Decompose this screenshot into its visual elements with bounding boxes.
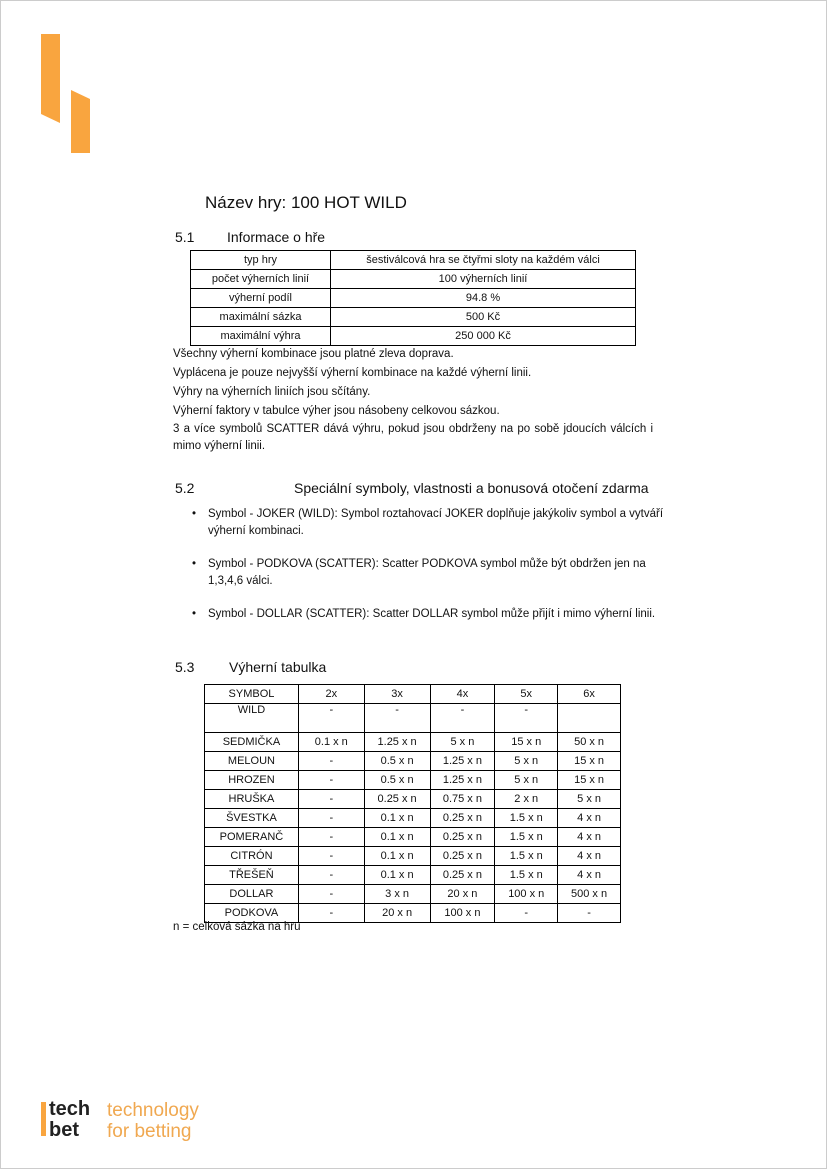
table-cell: - [298,771,364,790]
table-cell: 3 x n [364,885,430,904]
table-cell: 4 x n [558,866,621,885]
table-row [205,866,621,885]
table-cell: - [298,904,364,923]
table-cell: 500 Kč [331,308,636,327]
table-row [205,885,621,904]
table-cell: 0.1 x n [364,866,430,885]
table-cell: 0.25 x n [430,809,495,828]
table-row [191,327,636,346]
table-cell: 1.25 x n [430,771,495,790]
table-cell: 100 x n [495,885,558,904]
table-cell: SYMBOL [205,685,299,704]
brand-logo-mark [0,0,120,170]
table-row [205,828,621,847]
table-cell: 94.8 % [331,289,636,308]
footer-logo [40,1100,240,1144]
table-row [205,733,621,752]
table-cell: 0.5 x n [364,771,430,790]
table-cell: - [364,704,430,733]
table-cell: 5 x n [495,771,558,790]
table-row [191,308,636,327]
table-cell: 20 x n [430,885,495,904]
table-cell: 2 x n [495,790,558,809]
table-cell: 5 x n [430,733,495,752]
table-cell: WILD [205,704,299,733]
table-cell [558,704,621,733]
section-5-2-heading: 5.2 Speciální symboly, vlastnosti a bonusová otočení zdarma [175,480,649,496]
table-cell: 0.75 x n [430,790,495,809]
table-cell: 4 x n [558,809,621,828]
table-cell: 5x [495,685,558,704]
table-cell: 1.5 x n [495,866,558,885]
table-cell: 100 výherních linií [331,270,636,289]
table-cell: - [298,790,364,809]
table-cell: POMERANČ [205,828,299,847]
table-cell: - [558,904,621,923]
table-cell: 0.1 x n [364,847,430,866]
table-cell: 0.1 x n [364,828,430,847]
note-text: 3 a více symbolů SCATTER dává výhru, pokud jsou obdrženy na po sobě jdoucích válcích i mimo výherní linii. [173,423,653,452]
game-notes [173,345,653,455]
game-info-table [190,250,636,346]
table-row [205,790,621,809]
table-cell: - [298,885,364,904]
table-cell: 250 000 Kč [331,327,636,346]
table-row [205,752,621,771]
table-cell: 500 x n [558,885,621,904]
table-cell: - [298,828,364,847]
table-cell: - [298,704,364,733]
table-cell: DOLLAR [205,885,299,904]
table-row [205,771,621,790]
table-cell: CITRÓN [205,847,299,866]
table-cell: 1.5 x n [495,847,558,866]
table-cell: SEDMIČKA [205,733,299,752]
logo-tagline-2: for betting [107,1121,192,1142]
paytable [204,684,621,923]
table-cell: TŘEŠEŇ [205,866,299,885]
table-cell: 0.1 x n [364,809,430,828]
table-cell: 1.5 x n [495,828,558,847]
table-cell: typ hry [191,251,331,270]
table-cell: 15 x n [558,771,621,790]
table-cell: 1.25 x n [364,733,430,752]
page-title: Název hry: 100 HOT WILD [205,193,407,212]
list-item: • Symbol - JOKER (WILD): Symbol roztahovací JOKER doplňuje jakýkoliv symbol a vytváří výherní kombinaci. [188,506,668,540]
table-cell: - [298,866,364,885]
table-cell: maximální výhra [191,327,331,346]
table-row [191,251,636,270]
table-cell: HROZEN [205,771,299,790]
table-cell: 0.25 x n [430,828,495,847]
table-cell: 0.25 x n [430,847,495,866]
table-cell: - [298,847,364,866]
section-5-1-heading: 5.1 Informace o hře [175,229,326,245]
table-cell: 1.25 x n [430,752,495,771]
logo-tagline-1: technology [107,1100,199,1121]
table-cell: 4 x n [558,847,621,866]
table-cell: šestiválcová hra se čtyřmi sloty na každém válci [331,251,636,270]
table-row [205,809,621,828]
note-text: Vyplácena je pouze nejvyšší výherní kombinace na každé výherní linii. [173,367,532,379]
table-cell: - [430,704,495,733]
paytable-footnote: n = celková sázka na hru [173,921,301,933]
table-cell: 4 x n [558,828,621,847]
logo-word-tech: tech [49,1098,91,1120]
table-cell: - [298,752,364,771]
table-row [205,704,621,733]
table-row [191,289,636,308]
table-cell: 0.1 x n [298,733,364,752]
table-cell: 0.5 x n [364,752,430,771]
table-cell: 4x [430,685,495,704]
table-cell: 0.25 x n [364,790,430,809]
table-cell: 5 x n [495,752,558,771]
table-cell: - [495,704,558,733]
note-text: Výherní faktory v tabulce výher jsou násobeny celkovou sázkou. [173,405,500,417]
table-cell: 15 x n [495,733,558,752]
table-cell: 0.25 x n [430,866,495,885]
note-text: Výhry na výherních liniích jsou sčítány. [173,386,371,398]
special-symbols-list [188,506,668,639]
table-cell: výherní podíl [191,289,331,308]
logo-word-bet: bet [49,1119,79,1141]
table-cell: 3x [364,685,430,704]
table-cell: 15 x n [558,752,621,771]
table-cell: MELOUN [205,752,299,771]
table-cell: - [298,809,364,828]
table-cell: 1.5 x n [495,809,558,828]
table-row [191,270,636,289]
table-cell: 2x [298,685,364,704]
table-cell: maximální sázka [191,308,331,327]
table-cell: PODKOVA [205,904,299,923]
paytable-header [205,685,621,704]
list-item: • Symbol - PODKOVA (SCATTER): Scatter PODKOVA symbol může být obdržen jen na 1,3,4,6 válci. [188,556,668,590]
table-cell: počet výherních linií [191,270,331,289]
table-cell: ŠVESTKA [205,809,299,828]
table-cell: HRUŠKA [205,790,299,809]
table-cell: 20 x n [364,904,430,923]
table-cell: 6x [558,685,621,704]
section-5-3-heading: 5.3 Výherní tabulka [175,659,327,675]
list-item: • Symbol - DOLLAR (SCATTER): Scatter DOLLAR symbol může přijít i mimo výherní linii. [188,606,668,623]
table-cell: 100 x n [430,904,495,923]
note-text: Všechny výherní kombinace jsou platné zleva doprava. [173,348,454,360]
table-cell: - [495,904,558,923]
table-cell: 50 x n [558,733,621,752]
table-cell: 5 x n [558,790,621,809]
table-row [205,847,621,866]
